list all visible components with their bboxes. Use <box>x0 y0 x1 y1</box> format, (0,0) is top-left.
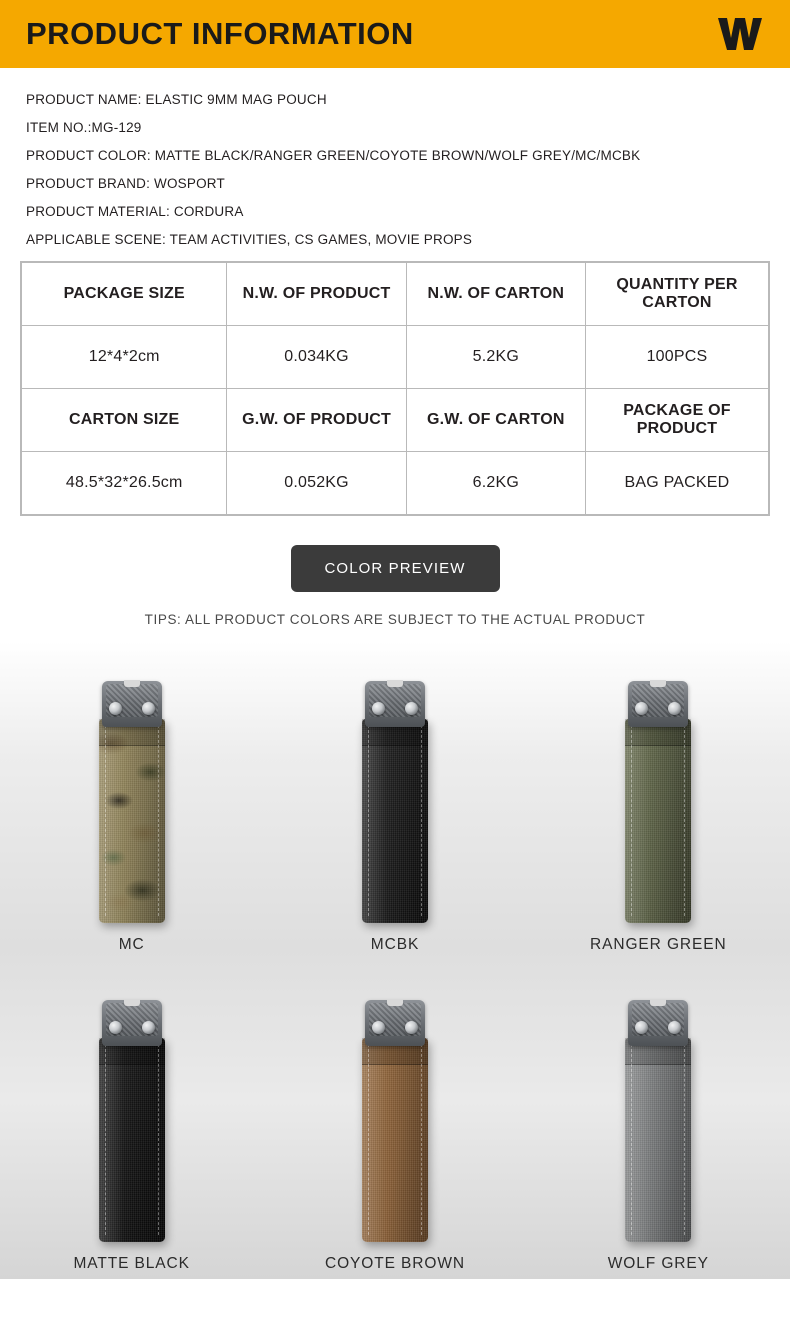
table-header-package-size: PACKAGE SIZE <box>22 263 227 326</box>
table-row <box>22 452 769 515</box>
spec-product-brand: PRODUCT BRAND: WOSPORT <box>26 176 225 191</box>
gallery-label: MCBK <box>370 936 420 953</box>
gallery-label: MC <box>118 936 145 953</box>
spec-applicable-scene: APPLICABLE SCENE: TEAM ACTIVITIES, CS GAMES, MOVIE PROPS <box>26 232 473 247</box>
table-header-nw-product: N.W. OF PRODUCT <box>227 263 406 326</box>
color-preview-tips: TIPS: ALL PRODUCT COLORS ARE SUBJECT TO THE ACTUAL PRODUCT <box>144 612 646 627</box>
table-value-nw-product: 0.034KG <box>227 326 406 389</box>
table-row <box>22 389 769 452</box>
table-value-nw-carton: 5.2KG <box>406 326 585 389</box>
gallery-item-matte-black[interactable] <box>0 960 263 1279</box>
color-preview-row <box>0 545 790 592</box>
rivet-icon <box>405 702 418 715</box>
table-value-package-size: 12*4*2cm <box>22 326 227 389</box>
table-value-gw-carton: 6.2KG <box>406 452 585 515</box>
gallery-label: WOLF GREY <box>607 1255 709 1272</box>
product-image-ranger-green <box>619 681 697 924</box>
gallery-label: COYOTE BROWN <box>325 1255 465 1272</box>
table-value-quantity-per-carton: 100PCS <box>585 326 768 389</box>
gallery-label: MATTE BLACK <box>73 1255 190 1272</box>
spec-product-name: PRODUCT NAME: ELASTIC 9MM MAG POUCH <box>26 92 327 107</box>
product-image-mcbk <box>356 681 434 924</box>
table-header-carton-size: CARTON SIZE <box>22 389 227 452</box>
gallery-item-coyote-brown[interactable] <box>263 960 526 1279</box>
rivet-icon <box>109 702 122 715</box>
spec-product-color: PRODUCT COLOR: MATTE BLACK/RANGER GREEN/COYOTE BROWN/WOLF GREY/MC/MCBK <box>26 148 641 163</box>
gallery-item-wolf-grey[interactable] <box>527 960 790 1279</box>
page-header <box>0 0 790 68</box>
table-header-gw-product: G.W. OF PRODUCT <box>227 389 406 452</box>
table-header-gw-carton: G.W. OF CARTON <box>406 389 585 452</box>
spec-product-material: PRODUCT MATERIAL: CORDURA <box>26 204 244 219</box>
gallery-item-ranger-green[interactable] <box>527 641 790 960</box>
rivet-icon <box>405 1021 418 1034</box>
rivet-icon <box>372 1021 385 1034</box>
table-value-carton-size: 48.5*32*26.5cm <box>22 452 227 515</box>
rivet-icon <box>142 702 155 715</box>
table-header-quantity-per-carton: QUANTITY PER CARTON <box>585 263 768 326</box>
table-row <box>22 263 769 326</box>
rivet-icon <box>109 1021 122 1034</box>
table-value-package-of-product: BAG PACKED <box>585 452 768 515</box>
product-image-coyote-brown <box>356 1000 434 1243</box>
table-header-nw-carton: N.W. OF CARTON <box>406 263 585 326</box>
table-row <box>22 326 769 389</box>
gallery-item-mc[interactable] <box>0 641 263 960</box>
color-preview-button[interactable]: COLOR PREVIEW <box>291 545 500 592</box>
product-image-wolf-grey <box>619 1000 697 1243</box>
spec-item-no: ITEM NO.:MG-129 <box>26 120 142 135</box>
rivet-icon <box>372 702 385 715</box>
color-gallery <box>0 641 790 1279</box>
packaging-table <box>20 261 770 516</box>
rivet-icon <box>142 1021 155 1034</box>
wosport-w-logo-icon <box>714 14 766 54</box>
table-value-gw-product: 0.052KG <box>227 452 406 515</box>
gallery-item-mcbk[interactable] <box>263 641 526 960</box>
product-image-mc <box>93 681 171 924</box>
product-image-matte-black <box>93 1000 171 1243</box>
page-title: PRODUCT INFORMATION <box>26 16 414 51</box>
gallery-label: RANGER GREEN <box>590 936 727 953</box>
table-header-package-of-product: PACKAGE OF PRODUCT <box>585 389 768 452</box>
product-spec-list <box>0 68 790 247</box>
